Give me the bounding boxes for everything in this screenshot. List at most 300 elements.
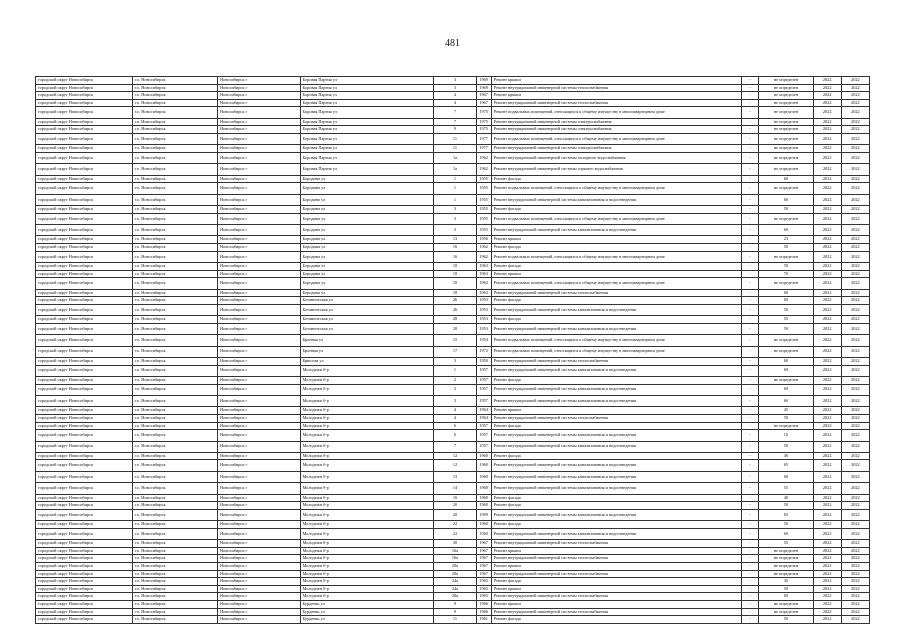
plan-year-start-cell: 2022: [813, 357, 841, 365]
plan-year-start-cell: 2022: [813, 460, 841, 471]
plan-year-start-cell: 2022: [813, 244, 841, 252]
wear-percent-cell: не определен: [759, 563, 813, 571]
settlement-cell: г.о. Новосибирск: [132, 335, 218, 346]
house-number-cell: 3: [434, 357, 476, 365]
year-built-cell: 1950: [476, 357, 491, 365]
dash-cell: -: [742, 460, 759, 471]
work-type-cell: Ремонт внутридомовой инженерной системы теплоснабжения: [491, 555, 742, 563]
dash-cell: -: [742, 84, 759, 92]
year-built-cell: 1975: [476, 126, 491, 134]
table-row: [36, 335, 870, 346]
settlement-cell: г.о. Новосибирск: [132, 297, 218, 305]
house-number-cell: 12: [434, 460, 476, 471]
dash-cell: -: [742, 528, 759, 539]
dash-cell: -: [742, 225, 759, 236]
locality-cell: Новосибирск г: [218, 77, 300, 85]
wear-percent-cell: не определен: [759, 547, 813, 555]
plan-year-end-cell: 2022: [841, 422, 869, 430]
house-number-cell: 17: [434, 346, 476, 357]
street-cell: Молодежи б-р: [300, 407, 434, 415]
locality-cell: Новосибирск г: [218, 206, 300, 214]
wear-percent-cell: не определен: [759, 278, 813, 289]
dash-cell: -: [742, 194, 759, 205]
wear-percent-cell: 50: [759, 585, 813, 593]
plan-year-start-cell: 2022: [813, 145, 841, 153]
work-type-cell: Ремонт внутридомовой инженерной системы теплоснабжения: [491, 540, 742, 548]
year-built-cell: 1964: [476, 407, 491, 415]
wear-percent-cell: 45: [759, 578, 813, 586]
year-built-cell: 1957: [476, 430, 491, 441]
table-row: [36, 194, 870, 205]
house-number-cell: 9: [434, 608, 476, 616]
dash-cell: -: [742, 494, 759, 502]
plan-year-start-cell: 2022: [813, 175, 841, 183]
settlement-cell: г.о. Новосибирск: [132, 483, 218, 494]
plan-year-start-cell: 2022: [813, 593, 841, 601]
plan-year-start-cell: 2022: [813, 547, 841, 555]
wear-percent-cell: не определен: [759, 107, 813, 118]
work-type-cell: Ремонт фасада: [491, 422, 742, 430]
dash-cell: -: [742, 304, 759, 315]
locality-cell: Новосибирск г: [218, 278, 300, 289]
street-cell: Ботаническая ул: [300, 304, 434, 315]
street-cell: Молодежи б-р: [300, 570, 434, 578]
locality-cell: Новосибирск г: [218, 183, 300, 194]
table-row: [36, 145, 870, 153]
wear-percent-cell: не определен: [759, 346, 813, 357]
plan-year-end-cell: 2022: [841, 92, 869, 100]
settlement-cell: г.о. Новосибирск: [132, 395, 218, 406]
plan-year-start-cell: 2022: [813, 92, 841, 100]
dash-cell: -: [742, 92, 759, 100]
wear-percent-cell: не определен: [759, 126, 813, 134]
settlement-cell: г.о. Новосибирск: [132, 528, 218, 539]
wear-percent-cell: 60: [759, 289, 813, 297]
plan-year-start-cell: 2022: [813, 471, 841, 482]
dash-cell: -: [742, 414, 759, 422]
municipal-district-cell: городской округ Новосибирск: [36, 570, 133, 578]
settlement-cell: г.о. Новосибирск: [132, 460, 218, 471]
municipal-district-cell: городской округ Новосибирск: [36, 304, 133, 315]
table-row: [36, 384, 870, 395]
table-row: [36, 521, 870, 529]
work-type-cell: Ремонт крыши: [491, 563, 742, 571]
municipal-district-cell: городской округ Новосибирск: [36, 563, 133, 571]
municipal-district-cell: городской округ Новосибирск: [36, 118, 133, 126]
plan-year-start-cell: 2022: [813, 563, 841, 571]
plan-year-end-cell: 2022: [841, 323, 869, 334]
table-row: [36, 422, 870, 430]
table-row: [36, 316, 870, 324]
street-cell: Бородина ул: [300, 236, 434, 244]
municipal-district-cell: городской округ Новосибирск: [36, 236, 133, 244]
work-type-cell: Ремонт крыши: [491, 547, 742, 555]
plan-year-end-cell: 2022: [841, 555, 869, 563]
dash-cell: -: [742, 395, 759, 406]
house-number-cell: 18: [434, 278, 476, 289]
wear-percent-cell: 50: [759, 502, 813, 510]
locality-cell: Новосибирск г: [218, 263, 300, 271]
house-number-cell: 7: [434, 107, 476, 118]
house-number-cell: 7: [434, 441, 476, 452]
settlement-cell: г.о. Новосибирск: [132, 414, 218, 422]
wear-percent-cell: не определен: [759, 608, 813, 616]
dash-cell: -: [742, 316, 759, 324]
plan-year-start-cell: 2022: [813, 183, 841, 194]
work-type-cell: Ремонт подвальных помещений, относящихся к общему имуществу в многоквартирном доме: [491, 346, 742, 357]
municipal-district-cell: городской округ Новосибирск: [36, 422, 133, 430]
plan-year-start-cell: 2022: [813, 335, 841, 346]
house-number-cell: 1: [434, 365, 476, 376]
table-row: [36, 407, 870, 415]
work-type-cell: Ремонт внутридомовой инженерной системы канализования и водоотведения: [491, 384, 742, 395]
settlement-cell: г.о. Новосибирск: [132, 152, 218, 163]
wear-percent-cell: 50: [759, 521, 813, 529]
plan-year-end-cell: 2022: [841, 270, 869, 278]
dash-cell: -: [742, 570, 759, 578]
settlement-cell: г.о. Новосибирск: [132, 164, 218, 175]
wear-percent-cell: 60: [759, 365, 813, 376]
house-number-cell: 16: [434, 494, 476, 502]
settlement-cell: г.о. Новосибирск: [132, 251, 218, 262]
dash-cell: -: [742, 133, 759, 144]
house-number-cell: 12: [434, 452, 476, 460]
wear-percent-cell: 40: [759, 452, 813, 460]
street-cell: Молодежи б-р: [300, 494, 434, 502]
municipal-district-cell: городской округ Новосибирск: [36, 133, 133, 144]
settlement-cell: г.о. Новосибирск: [132, 600, 218, 608]
locality-cell: Новосибирск г: [218, 225, 300, 236]
municipal-district-cell: городской округ Новосибирск: [36, 77, 133, 85]
year-built-cell: 1965: [476, 585, 491, 593]
table-row: [36, 77, 870, 85]
house-number-cell: 4: [434, 407, 476, 415]
table-row: [36, 225, 870, 236]
locality-cell: Новосибирск г: [218, 521, 300, 529]
settlement-cell: г.о. Новосибирск: [132, 236, 218, 244]
table-row: [36, 563, 870, 571]
dash-cell: -: [742, 270, 759, 278]
settlement-cell: г.о. Новосибирск: [132, 183, 218, 194]
wear-percent-cell: 70: [759, 270, 813, 278]
plan-year-end-cell: 2022: [841, 152, 869, 163]
settlement-cell: г.о. Новосибирск: [132, 616, 218, 624]
street-cell: Боровая Партия ул: [300, 77, 434, 85]
wear-percent-cell: 23: [759, 236, 813, 244]
municipal-district-cell: городской округ Новосибирск: [36, 452, 133, 460]
settlement-cell: г.о. Новосибирск: [132, 430, 218, 441]
plan-year-end-cell: 2022: [841, 502, 869, 510]
table-row: [36, 133, 870, 144]
street-cell: Бородина ул: [300, 206, 434, 214]
municipal-district-cell: городской округ Новосибирск: [36, 600, 133, 608]
house-number-cell: 14: [434, 483, 476, 494]
locality-cell: Новосибирск г: [218, 175, 300, 183]
settlement-cell: г.о. Новосибирск: [132, 452, 218, 460]
street-cell: Боровая Партия ул: [300, 92, 434, 100]
dash-cell: -: [742, 593, 759, 601]
wear-percent-cell: не определен: [759, 555, 813, 563]
work-type-cell: Ремонт внутридомовой инженерной системы теплоснабжения: [491, 608, 742, 616]
wear-percent-cell: не определен: [759, 164, 813, 175]
plan-year-start-cell: 2022: [813, 270, 841, 278]
plan-year-end-cell: 2022: [841, 616, 869, 624]
locality-cell: Новосибирск г: [218, 376, 300, 384]
dash-cell: -: [742, 346, 759, 357]
dash-cell: -: [742, 483, 759, 494]
plan-year-end-cell: 2022: [841, 585, 869, 593]
year-built-cell: 1957: [476, 365, 491, 376]
street-cell: Боровая Партия ул: [300, 99, 434, 107]
municipal-district-cell: городской округ Новосибирск: [36, 289, 133, 297]
table-row: [36, 600, 870, 608]
table-row: [36, 164, 870, 175]
locality-cell: Новосибирск г: [218, 133, 300, 144]
settlement-cell: г.о. Новосибирск: [132, 213, 218, 224]
municipal-district-cell: городской округ Новосибирск: [36, 616, 133, 624]
table-row: [36, 494, 870, 502]
street-cell: Бородина ул: [300, 183, 434, 194]
work-type-cell: Ремонт фасада: [491, 521, 742, 529]
street-cell: Ботаническая ул: [300, 316, 434, 324]
plan-year-end-cell: 2022: [841, 346, 869, 357]
work-type-cell: Ремонт фасада: [491, 616, 742, 624]
settlement-cell: г.о. Новосибирск: [132, 323, 218, 334]
street-cell: Молодежи б-р: [300, 376, 434, 384]
year-built-cell: 1956: [476, 236, 491, 244]
plan-year-end-cell: 2022: [841, 365, 869, 376]
wear-percent-cell: 60: [759, 471, 813, 482]
locality-cell: Новосибирск г: [218, 304, 300, 315]
locality-cell: Новосибирск г: [218, 407, 300, 415]
locality-cell: Новосибирск г: [218, 145, 300, 153]
locality-cell: Новосибирск г: [218, 99, 300, 107]
plan-year-end-cell: 2022: [841, 145, 869, 153]
plan-year-end-cell: 2022: [841, 384, 869, 395]
house-number-cell: 4: [434, 92, 476, 100]
municipal-district-cell: городской округ Новосибирск: [36, 578, 133, 586]
house-number-cell: 16а: [434, 555, 476, 563]
locality-cell: Новосибирск г: [218, 107, 300, 118]
work-type-cell: Ремонт внутридомовой инженерной системы канализования и водоотведения: [491, 323, 742, 334]
street-cell: Бородина ул: [300, 213, 434, 224]
wear-percent-cell: не определен: [759, 335, 813, 346]
municipal-district-cell: городской округ Новосибирск: [36, 278, 133, 289]
locality-cell: Новосибирск г: [218, 430, 300, 441]
street-cell: Бурденко ул: [300, 616, 434, 624]
year-built-cell: 1955: [476, 225, 491, 236]
year-built-cell: 1960: [476, 528, 491, 539]
work-type-cell: Ремонт внутридомовой инженерной системы канализования и водоотведения: [491, 471, 742, 482]
locality-cell: Новосибирск г: [218, 384, 300, 395]
locality-cell: Новосибирск г: [218, 608, 300, 616]
municipal-district-cell: городской округ Новосибирск: [36, 206, 133, 214]
plan-year-start-cell: 2022: [813, 236, 841, 244]
house-number-cell: 9: [434, 126, 476, 134]
dash-cell: -: [742, 126, 759, 134]
plan-year-end-cell: 2022: [841, 570, 869, 578]
plan-year-end-cell: 2022: [841, 194, 869, 205]
house-number-cell: 26: [434, 304, 476, 315]
locality-cell: Новосибирск г: [218, 270, 300, 278]
municipal-district-cell: городской округ Новосибирск: [36, 126, 133, 134]
plan-year-end-cell: 2022: [841, 578, 869, 586]
street-cell: Боровая Партия ул: [300, 152, 434, 163]
house-number-cell: 16а: [434, 547, 476, 555]
table-row: [36, 346, 870, 357]
dash-cell: -: [742, 152, 759, 163]
municipal-district-cell: городской округ Новосибирск: [36, 414, 133, 422]
dash-cell: -: [742, 563, 759, 571]
settlement-cell: г.о. Новосибирск: [132, 521, 218, 529]
house-number-cell: 1: [434, 194, 476, 205]
wear-percent-cell: 60: [759, 384, 813, 395]
work-type-cell: Ремонт фасада: [491, 263, 742, 271]
municipal-district-cell: городской округ Новосибирск: [36, 213, 133, 224]
house-number-cell: 3: [434, 84, 476, 92]
work-type-cell: Ремонт внутридомовой инженерной системы канализования и водоотведения: [491, 528, 742, 539]
dash-cell: -: [742, 206, 759, 214]
work-type-cell: Ремонт внутридомовой инженерной системы канализования и водоотведения: [491, 225, 742, 236]
work-type-cell: Ремонт крыши: [491, 600, 742, 608]
year-built-cell: 1955: [476, 213, 491, 224]
work-type-cell: Ремонт внутридомовой инженерной системы теплоснабжения: [491, 99, 742, 107]
year-built-cell: 1961: [476, 616, 491, 624]
year-built-cell: 1963: [476, 270, 491, 278]
municipal-district-cell: городской округ Новосибирск: [36, 460, 133, 471]
street-cell: Бурденко ул: [300, 600, 434, 608]
plan-year-end-cell: 2022: [841, 593, 869, 601]
wear-percent-cell: 60: [759, 225, 813, 236]
house-number-cell: 26: [434, 297, 476, 305]
year-built-cell: 1967: [476, 555, 491, 563]
table-row: [36, 414, 870, 422]
house-number-cell: 20а: [434, 570, 476, 578]
settlement-cell: г.о. Новосибирск: [132, 570, 218, 578]
plan-year-start-cell: 2022: [813, 323, 841, 334]
plan-year-start-cell: 2022: [813, 304, 841, 315]
street-cell: Бородина ул: [300, 278, 434, 289]
street-cell: Молодежи б-р: [300, 593, 434, 601]
dash-cell: -: [742, 547, 759, 555]
dash-cell: -: [742, 164, 759, 175]
plan-year-start-cell: 2022: [813, 570, 841, 578]
plan-year-end-cell: 2022: [841, 289, 869, 297]
municipal-district-cell: городской округ Новосибирск: [36, 175, 133, 183]
year-built-cell: 1962: [476, 244, 491, 252]
locality-cell: Новосибирск г: [218, 509, 300, 520]
dash-cell: -: [742, 376, 759, 384]
house-number-cell: 28: [434, 316, 476, 324]
settlement-cell: г.о. Новосибирск: [132, 407, 218, 415]
table-body: [36, 77, 870, 624]
wear-percent-cell: не определен: [759, 133, 813, 144]
wear-percent-cell: 10: [759, 430, 813, 441]
municipal-district-cell: городской округ Новосибирск: [36, 555, 133, 563]
work-type-cell: Ремонт крыши: [491, 236, 742, 244]
year-built-cell: 1967: [476, 563, 491, 571]
wear-percent-cell: 45: [759, 407, 813, 415]
municipal-district-cell: городской округ Новосибирск: [36, 395, 133, 406]
year-built-cell: 1953: [476, 323, 491, 334]
year-built-cell: 1977: [476, 145, 491, 153]
dash-cell: -: [742, 335, 759, 346]
plan-year-start-cell: 2022: [813, 225, 841, 236]
year-built-cell: 1957: [476, 384, 491, 395]
dash-cell: -: [742, 278, 759, 289]
wear-percent-cell: не определен: [759, 99, 813, 107]
table-row: [36, 175, 870, 183]
table-row: [36, 183, 870, 194]
year-built-cell: 1977: [476, 133, 491, 144]
locality-cell: Новосибирск г: [218, 335, 300, 346]
work-type-cell: Ремонт внутридомовой инженерной системы горячего водоснабжения: [491, 164, 742, 175]
municipal-district-cell: городской округ Новосибирск: [36, 585, 133, 593]
wear-percent-cell: не определен: [759, 92, 813, 100]
year-built-cell: 1975: [476, 118, 491, 126]
wear-percent-cell: 60: [759, 357, 813, 365]
year-built-cell: 1962: [476, 152, 491, 163]
street-cell: Молодежи б-р: [300, 452, 434, 460]
locality-cell: Новосибирск г: [218, 357, 300, 365]
settlement-cell: г.о. Новосибирск: [132, 92, 218, 100]
locality-cell: Новосибирск г: [218, 236, 300, 244]
plan-year-end-cell: 2022: [841, 483, 869, 494]
wear-percent-cell: 50: [759, 414, 813, 422]
plan-year-start-cell: 2022: [813, 540, 841, 548]
dash-cell: -: [742, 77, 759, 85]
work-type-cell: Ремонт фасада: [491, 376, 742, 384]
table-row: [36, 126, 870, 134]
locality-cell: Новосибирск г: [218, 585, 300, 593]
page-number: 481: [445, 38, 460, 49]
plan-year-end-cell: 2022: [841, 563, 869, 571]
plan-year-start-cell: 2022: [813, 578, 841, 586]
house-number-cell: 18: [434, 263, 476, 271]
locality-cell: Новосибирск г: [218, 494, 300, 502]
settlement-cell: г.о. Новосибирск: [132, 175, 218, 183]
street-cell: Молодежи б-р: [300, 502, 434, 510]
municipal-district-cell: городской округ Новосибирск: [36, 357, 133, 365]
street-cell: Боровая Партия ул: [300, 84, 434, 92]
wear-percent-cell: не определен: [759, 213, 813, 224]
dash-cell: -: [742, 600, 759, 608]
locality-cell: Новосибирск г: [218, 84, 300, 92]
plan-year-end-cell: 2022: [841, 236, 869, 244]
plan-year-start-cell: 2022: [813, 430, 841, 441]
plan-year-start-cell: 2022: [813, 528, 841, 539]
house-number-cell: 4: [434, 99, 476, 107]
year-built-cell: 1960: [476, 483, 491, 494]
house-number-cell: 20: [434, 502, 476, 510]
house-number-cell: 3: [434, 77, 476, 85]
plan-year-start-cell: 2022: [813, 152, 841, 163]
table-row: [36, 107, 870, 118]
table-row: [36, 502, 870, 510]
settlement-cell: г.о. Новосибирск: [132, 206, 218, 214]
settlement-cell: г.о. Новосибирск: [132, 107, 218, 118]
wear-percent-cell: 55: [759, 316, 813, 324]
municipal-district-cell: городской округ Новосибирск: [36, 407, 133, 415]
plan-year-end-cell: 2022: [841, 395, 869, 406]
plan-year-end-cell: 2022: [841, 263, 869, 271]
dash-cell: -: [742, 502, 759, 510]
plan-year-end-cell: 2022: [841, 297, 869, 305]
table-row: [36, 528, 870, 539]
work-type-cell: Ремонт подвальных помещений, относящихся к общему имуществу в многоквартирном доме: [491, 107, 742, 118]
work-type-cell: Ремонт крыши: [491, 92, 742, 100]
work-type-cell: Ремонт крыши: [491, 407, 742, 415]
